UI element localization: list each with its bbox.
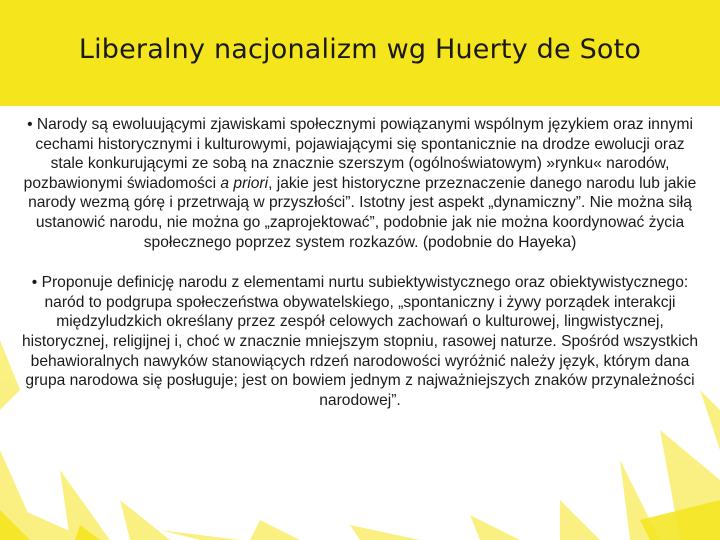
- bullet-2-text-b: z elementami nurtu subiektywistycznego oraz obiektywistycznego: naród to podgrupa społeczeństwa obywatelskiego, „spontaniczny i żywy porządek interakcji międzyludzkich określany przez zespół celowych zachowań o kulturowej, lingwistycznej, historycznej, religijnej i, choć w znacznie mniejszym stopniu, rasowej naturze. Spośród wszystkich behawioralnych nawyków stanowiących rdzeń narodowości wyróżnić należy język, którym dana grupa narodowa się posługuje; jest on bowiem jednym z najważniejszych znaków przynależności narodowej”.: [22, 274, 698, 409]
- title-bar: [0, 0, 720, 106]
- bullet-marker: •: [27, 116, 33, 133]
- bullet-2-lead: narodu: [178, 274, 228, 292]
- bullet-1-text-a: są ewoluującymi zjawiskami społecznymi powiązanymi wspólnym językiem oraz innymi cechami historycznymi i kulturowymi, pojawiającymi się spontanicznie na drodze ewolucji oraz stale konkurującymi ze sobą na znacznie szerszym (ogólnoświatowym) »rynku« narodów, pozbawionymi świadomości: [23, 116, 693, 192]
- slide-title: Liberalny nacjonalizm wg Huerty de Soto: [78, 34, 642, 65]
- bullet-1: [18, 115, 702, 252]
- bullet-2-text-a: Proponuje definicję: [37, 274, 179, 292]
- slide-body: [18, 115, 702, 410]
- bullet-1-lead: Narody: [36, 116, 88, 133]
- bullet-2: [18, 273, 702, 410]
- bullet-1-italic: a priori: [220, 174, 269, 192]
- bullet-1-text-b: , jakie jest historyczne przeznaczenie danego narodu lub jakie narody wezmą górę i przetrwają w przyszłości”. Istotny jest aspekt „dynamiczny”. Nie można siłą ustanowić narodu, nie można go „zaprojektować”, podobnie jak nie można koordynować życia społecznego poprzez system rozkazów. (podobnie do Hayeka): [28, 174, 697, 251]
- bullet-marker: •: [31, 274, 38, 292]
